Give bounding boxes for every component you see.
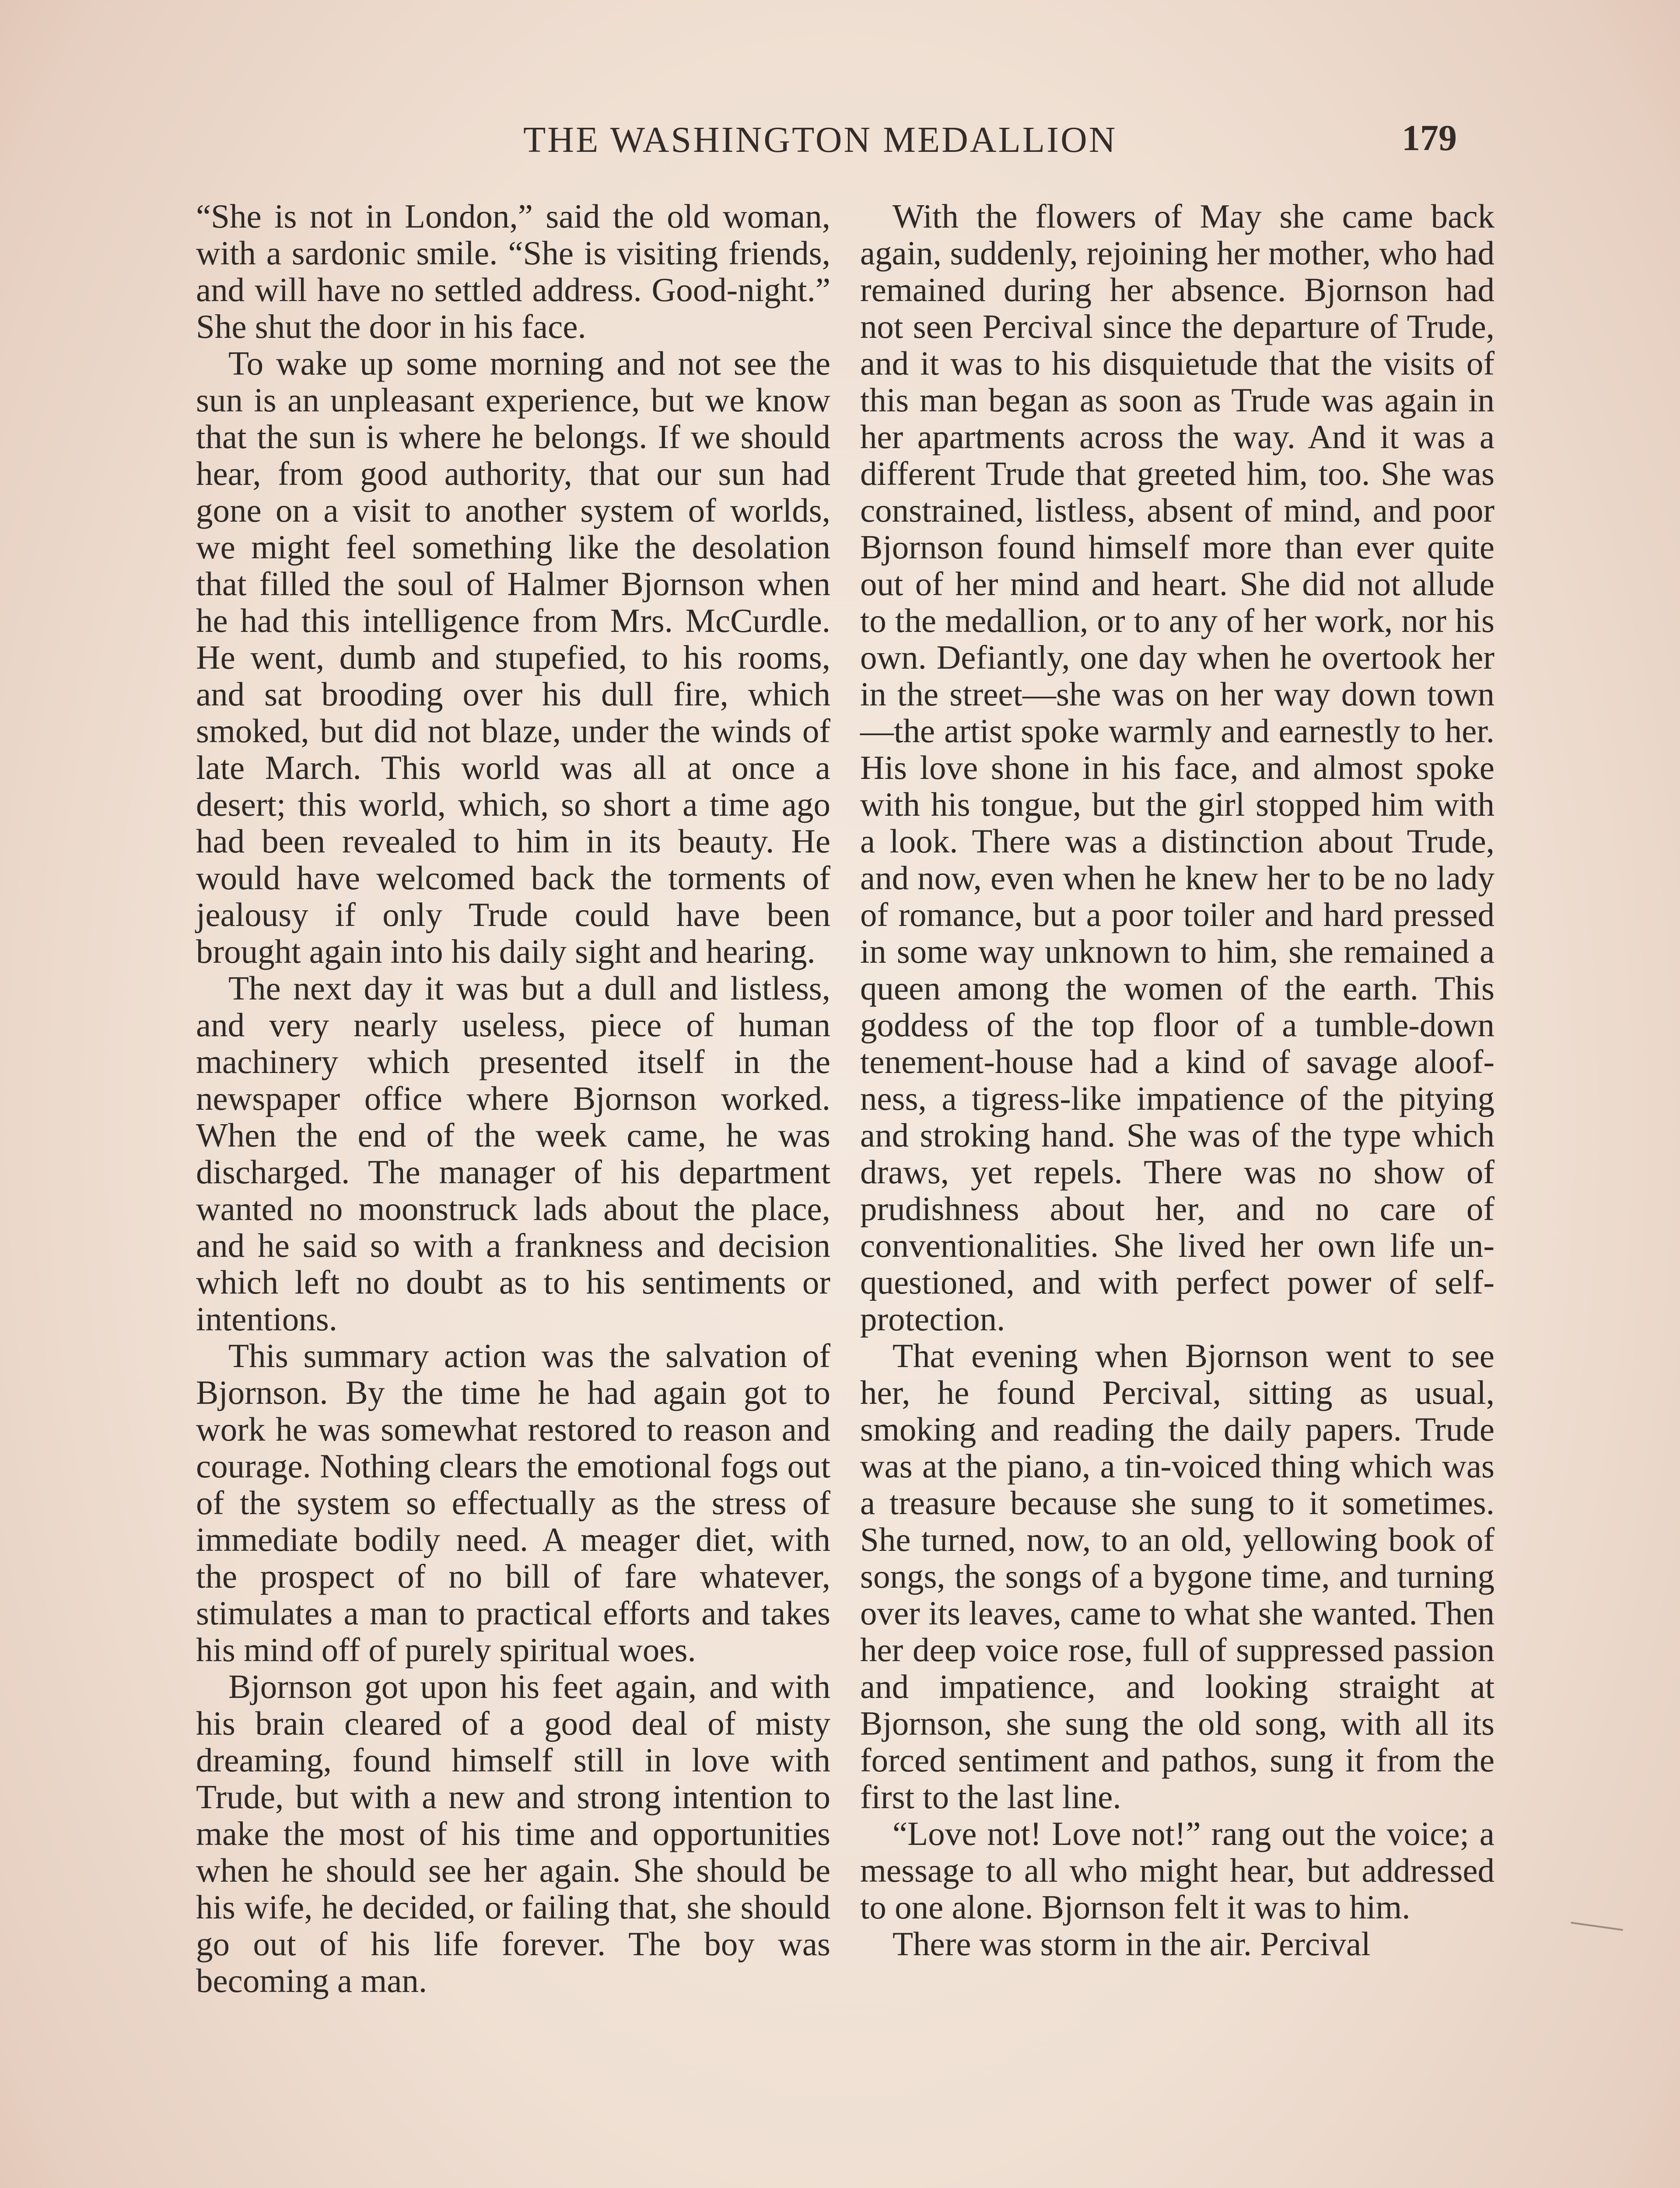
running-title: THE WASHINGTON MEDALLION xyxy=(523,119,1117,160)
right-column xyxy=(860,198,1494,1962)
paragraph: That evening when Bjornson went to see her, he found Percival, sitting as usual, smoking and reading the daily papers. Trude was at the piano, a tin-voiced thing which was a treasure because she sung to it sometimes. She turned, now, to an old, yellowing book of songs, the songs of a bygone time, and turning over its leaves, came to what she wanted. Then her deep voice rose, full of suppressed passion and impatience, and looking straight at Bjornson, she sung the old song, with all its forced sentiment and pathos, sung it from the first to the last line. xyxy=(860,1337,1494,1816)
paragraph: With the flowers of May she came back again, suddenly, rejoining her mother, who had remained during her absence. Bjornson had not seen Percival since the departure of Trude, and it was to his disquietude that the visits of this man began as soon as Trude was again in her apartments across the way. And it was a different Trude that greeted him, too. She was constrained, listless, absent of mind, and poor Bjornson found himself more than ever quite out of her mind and heart. She did not allude to the medallion, or to any of her work, nor his own. Defiantly, one day when he overtook her in the street—she was on her way down town—the artist spoke warmly and earnestly to her. His love shone in his face, and almost spoke with his tongue, but the girl stopped him with a look. There was a distinction about Trude, and now, even when he knew her to be no lady of romance, but a poor toiler and hard pressed in some way unknown to him, she remained a queen among the women of the earth. This goddess of the top floor of a tumble-down tenement-house had a kind of savage aloofness, a tigress-like impatience of the pitying and stroking hand. She was of the type which draws, yet repels. There was no show of prudishness about her, and no care of conventionalities. She lived her own life unquestioned, and with perfect power of self-protection. xyxy=(860,197,1494,1338)
paragraph: Bjornson got upon his feet again, and with his brain cleared of a good deal of misty dreaming, found himself still in love with Trude, but with a new and strong intention to make the most of his time and opportunities when he should see her again. She should be his wife, he decided, or failing that, she should go out of his life forever. The boy was becoming a man. xyxy=(196,1668,830,1999)
paragraph: This summary action was the salvation of Bjornson. By the time he had again got to work he was somewhat restored to reason and courage. Nothing clears the emotional fogs out of the system so effectually as the stress of immediate bodily need. A meager diet, with the prospect of no bill of fare whatever, stimulates a man to practical efforts and takes his mind off of purely spiritual woes. xyxy=(196,1337,830,1669)
page-number: 179 xyxy=(1402,118,1457,158)
paper-crease-mark xyxy=(1571,1922,1623,1931)
paragraph: The next day it was but a dull and listless, and very nearly useless, piece of human machinery which presented itself in the newspaper office where Bjornson worked. When the end of the week came, he was discharged. The manager of his department wanted no moonstruck lads about the place, and he said so with a frankness and decision which left no doubt as to his sentiments or intentions. xyxy=(196,969,830,1338)
paragraph: “Love not! Love not!” rang out the voice; a message to all who might hear, but addressed to one alone. Bjornson felt it was to him. xyxy=(860,1815,1494,1926)
paragraph: “She is not in London,” said the old woman, with a sardonic smile. “She is visiting friends, and will have no settled address. Good-night.” She shut the door in his face. xyxy=(196,197,830,345)
paragraph: To wake up some morning and not see the sun is an unpleasant experience, but we know that the sun is where he belongs. If we should hear, from good authority, that our sun had gone on a visit to another system of worlds, we might feel something like the desolation that filled the soul of Halmer Bjornson when he had this intelligence from Mrs. McCurdle. He went, dumb and stupefied, to his rooms, and sat brooding over his dull fire, which smoked, but did not blaze, under the winds of late March. This world was all at once a desert; this world, which, so short a time ago had been revealed to him in its beauty. He would have welcomed back the torments of jealousy if only Trude could have been brought again into his daily sight and hearing. xyxy=(196,344,830,970)
page-header xyxy=(192,117,1483,179)
paragraph: There was storm in the air. Percival xyxy=(892,1925,1371,1963)
left-column xyxy=(196,198,830,1999)
